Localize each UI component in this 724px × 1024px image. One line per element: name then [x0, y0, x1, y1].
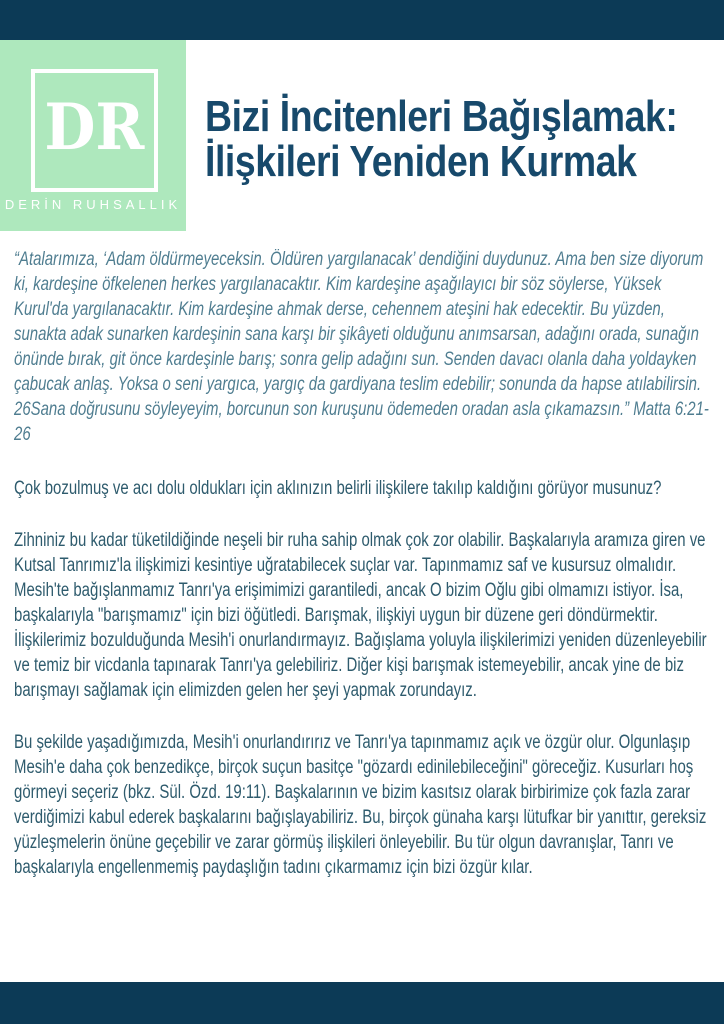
article-body [14, 247, 710, 907]
page-title-line2: İlişkileri Yeniden Kurmak [205, 137, 637, 186]
scripture-quote: “Atalarımıza, ‘Adam öldürmeyeceksin. Öldüren yargılanacak’ dendiğini duydunuz. Ama ben size diyorum ki, kardeşine öfkelenen herkes yargılanacaktır. Kim kardeşine aşağılayıcı bir söz söylerse, Yüksek Kurul'da yargılanacaktır. Kim kardeşine ahmak derse, cehennem ateşini hak edecektir. Bu yüzden, sunakta adak sunarken kardeşinin sana karşı bir şikâyeti olduğunu anımsarsan, adağını orada, sunağın önünde bırak, git önce kardeşinle barış; sonra gelip adağını sun. Senden davacı olanla daha yoldayken çabucak anlaş. Yoksa o seni yargıca, yargıç da gardiyana teslim edebilir; sonunda da hapse atılabilirsin. 26Sana doğrusunu söyleyeyim, borcunun son kuruşunu ödemeden oradan asla çıkamazsın.” Matta 6:21-26 [14, 249, 709, 445]
body-paragraph-3: Bu şekilde yaşadığımızda, Mesih'i onurlandırırız ve Tanrı'ya tapınmamız açık ve özgür olur. Olgunlaşıp Mesih'e daha çok benzedikçe, birçok suçun basitçe "gözardı edinilebileceğini" göreceğiz. Kusurları hoş görmeyi seçeriz (bkz. Sül. Özd. 19:11). Başkalarının ve bizim kasıtsız olarak birbirimize çok fazla zarar verdiğimizi kabul ederek başkalarını bağışlayabiliriz. Bu, birçok günaha karşı lütufkar bir yanıttır, gereksiz yüzleşmelerin önüne geçebilir ve zarar görmüş ilişkileri önleyebilir. Bu tür olgun davranışlar, Tanrı ve başkalarıyla engellenmemiş paydaşlığın tadını çıkarmamız için bizi özgür kılar. [14, 732, 707, 878]
logo-frame [31, 69, 158, 192]
page-title-line1: Bizi İncitenleri Bağışlamak: [205, 92, 678, 141]
logo-initials: DR [44, 89, 145, 165]
brand-block [0, 40, 186, 231]
body-paragraph-2: Zihniniz bu kadar tüketildiğinde neşeli bir ruha sahip olmak çok zor olabilir. Başkalarıyla aramıza giren ve Kutsal Tanrımız'la ilişkimizi kesintiye uğratabilecek suçlar var. Tapınmamız saf ve kusursuz olmalıdır. Mesih'te bağışlanmamız Tanrı'ya erişimimizi garantiledi, ancak O bizim Oğlu gibi olmamızı istiyor. İsa, başkalarıyla "barışmamız" için bizi öğütledi. Barışmak, ilişkiyi uygun bir düzene geri döndürmektir. İlişkilerimiz bozulduğunda Mesih'i onurlandırmayız. Bağışlama yoluyla ilişkilerimizi yeniden düzenleyebilir ve temiz bir vicdanla tapınarak Tanrı'ya gelebiliriz. Diğer kişi barışmak istemeyebilir, ancak yine de biz barışmayı sağlamak için elimizden gelen her şeyi yapmak zorundayız. [14, 530, 707, 701]
top-accent-bar [0, 0, 724, 40]
body-paragraph-1: Çok bozulmuş ve acı dolu oldukları için aklınızın belirli ilişkilere takılıp kaldığını görüyor musunuz? [14, 478, 662, 499]
bottom-accent-bar [0, 982, 724, 1024]
page-title [205, 94, 724, 184]
brand-name: DERİN RUHSALLIK [4, 197, 182, 212]
